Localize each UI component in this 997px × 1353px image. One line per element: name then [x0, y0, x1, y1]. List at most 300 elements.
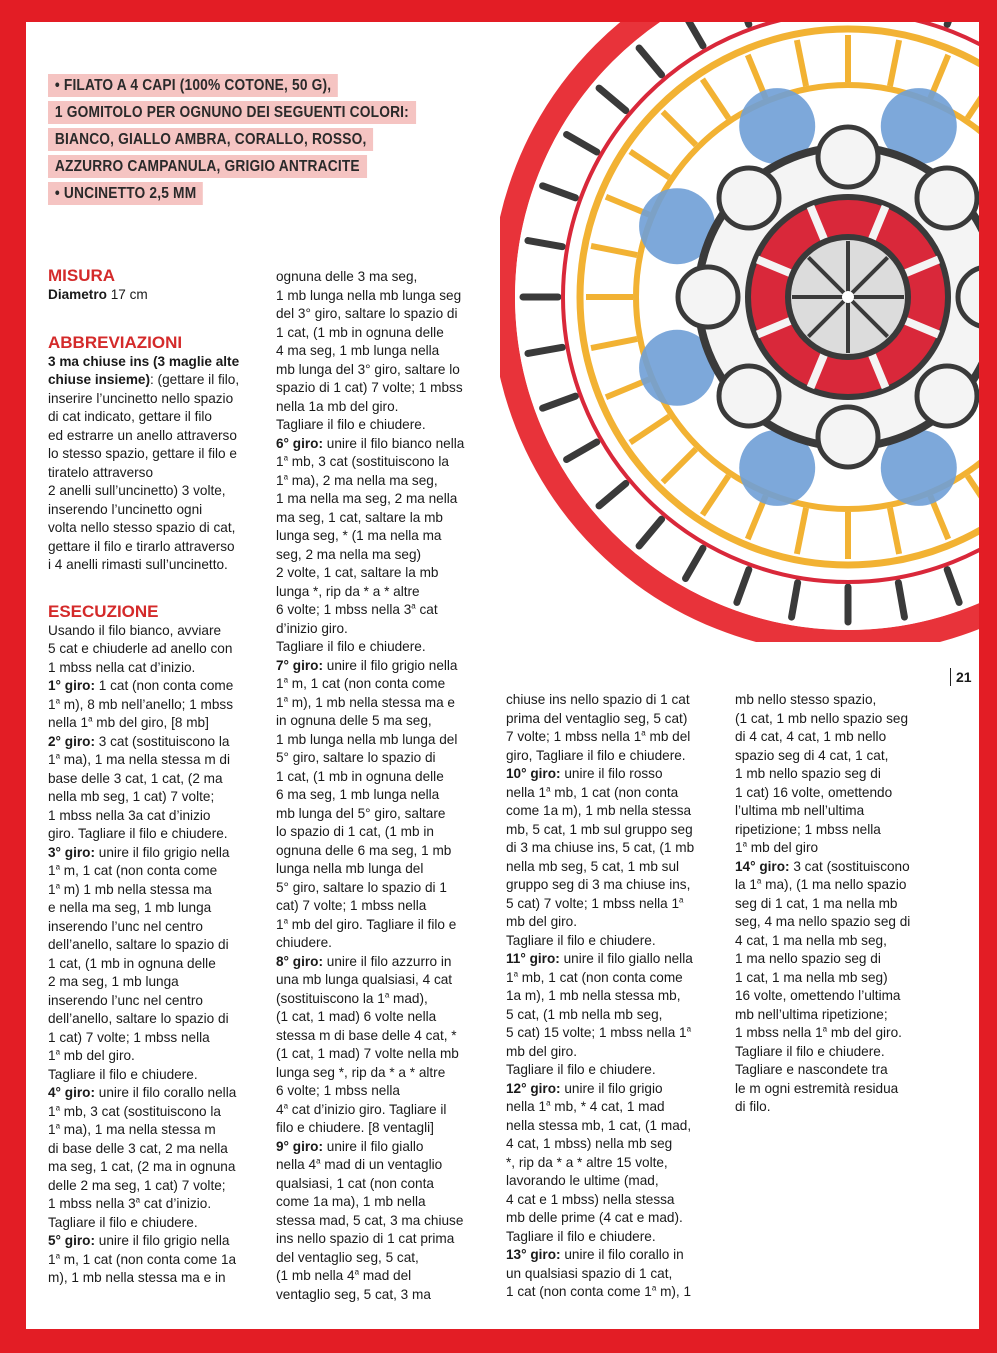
text-line	[48, 1066, 273, 1085]
text-line	[48, 1158, 273, 1177]
text-line	[276, 416, 501, 435]
text-segment: 6 ma seg, 1 mb lunga nella	[276, 787, 440, 802]
text-segment: mb lunga del 3° giro, saltare lo	[276, 361, 460, 377]
doily-petal	[719, 168, 779, 228]
text-segment: ognuna delle 3 ma seg,	[276, 269, 418, 284]
text-segment: unire il filo grigio nella	[322, 657, 458, 673]
text-segment: Tagliare il filo e chiudere.	[506, 932, 656, 948]
abbrev-line: inserendo l’uncinetto ogni	[48, 501, 203, 517]
text-segment: del 3° giro, saltare lo spazio di	[276, 306, 458, 321]
text-line	[735, 1043, 960, 1062]
text-line	[506, 950, 731, 969]
text-line	[276, 731, 501, 750]
text-line	[506, 969, 731, 988]
text-line	[506, 913, 731, 932]
doily-photo	[500, 22, 979, 642]
text-line	[48, 1177, 273, 1196]
text-line	[506, 1098, 731, 1117]
text-segment: mb nell’ultima ripetizione;	[735, 1006, 888, 1022]
text-segment: a	[55, 1102, 61, 1112]
text-segment: 1	[735, 840, 743, 855]
text-line	[48, 992, 273, 1011]
text-segment: a	[283, 915, 289, 925]
text-segment: 1	[48, 752, 56, 767]
text-line	[276, 564, 501, 583]
doily-center-hole	[842, 291, 854, 303]
text-segment: a	[513, 968, 519, 978]
text-segment: nella 1a mb del giro.	[276, 398, 399, 414]
text-line	[276, 1082, 501, 1101]
text-line	[276, 1286, 501, 1305]
text-segment: stessa mad, 5 cat, 3 ma chiuse	[276, 1212, 464, 1228]
text-segment: unire il filo rosso	[560, 766, 663, 781]
round-label: 12° giro:	[506, 1080, 561, 1096]
text-line	[48, 751, 273, 770]
text-segment: 7 volte; 1 mbss nella 1	[506, 729, 642, 744]
text-segment: a	[283, 1100, 289, 1110]
text-segment: a	[55, 751, 61, 761]
round-label: 6° giro:	[276, 435, 323, 451]
text-segment: a	[546, 1098, 551, 1108]
text-segment: come 1a ma), 1 mb nella	[276, 1194, 426, 1209]
column-4	[735, 691, 960, 1117]
text-segment: seg, 2 ma nella ma seg)	[276, 546, 422, 562]
abbreviazioni-text	[48, 390, 273, 575]
text-line	[276, 1267, 501, 1286]
text-line	[48, 733, 273, 752]
text-segment: 1	[276, 694, 284, 710]
text-segment: lavorando le ultime (mad,	[506, 1173, 659, 1188]
text-line	[276, 1119, 501, 1138]
text-segment: Tagliare e nascondete tra	[735, 1062, 888, 1077]
text-segment: mb del giro	[747, 840, 819, 855]
text-line	[506, 876, 731, 895]
text-segment: a	[283, 675, 289, 685]
column-4-text	[735, 691, 960, 1117]
text-segment: 1	[506, 969, 514, 985]
text-line	[735, 1098, 960, 1117]
text-segment: unire il filo bianco nella	[322, 435, 465, 451]
text-line	[735, 784, 960, 803]
text-segment: 1	[276, 916, 284, 932]
text-segment: 6 volte; 1 mbss nella 3	[276, 602, 412, 617]
text-segment: mb del giro.	[506, 914, 578, 929]
text-segment: ins nello spazio di 1 cat prima	[276, 1231, 455, 1246]
text-line	[276, 1008, 501, 1027]
text-segment: seg di 1 cat, 1 ma nella mb	[735, 895, 898, 911]
text-line	[735, 802, 960, 821]
text-line	[48, 1029, 273, 1048]
text-segment: mb, 3 cat (sostituiscono la	[60, 1103, 221, 1119]
esecuzione-heading: ESECUZIONE	[48, 601, 159, 621]
text-line	[506, 1006, 731, 1025]
text-line	[506, 765, 731, 784]
round-label: 13° giro:	[506, 1247, 561, 1262]
text-line	[276, 268, 501, 287]
text-line	[506, 1154, 731, 1173]
column-2-text	[276, 268, 501, 1304]
text-segment: 5 cat) 7 volte; 1 mbss nella 1	[506, 895, 680, 911]
text-line	[276, 287, 501, 306]
text-segment: a	[283, 453, 289, 463]
text-segment: lunga seg, * (1 ma nella ma	[276, 528, 442, 543]
text-segment: nella mb seg, 5 cat, 1 mb sul	[506, 858, 680, 874]
text-line	[48, 1214, 273, 1233]
text-segment: 1	[48, 1103, 56, 1119]
text-segment: m), 8 mb nell’anello; 1 mbss	[60, 696, 234, 712]
text-line	[48, 677, 273, 696]
text-segment: m, 1 cat (non conta come	[288, 676, 446, 691]
materials-line: AZZURRO CAMPANULA, GRIGIO ANTRACITE	[48, 155, 367, 178]
text-line	[276, 1175, 501, 1194]
materials-line: 1 GOMITOLO PER OGNUNO DEI SEGUENTI COLORI:	[48, 101, 416, 124]
text-segment: 1 cat, (1 mb in ognuna delle	[48, 955, 216, 971]
text-line	[276, 324, 501, 343]
text-segment: ripetizione; 1 mbss nella	[735, 821, 881, 837]
text-segment: a	[546, 783, 551, 793]
text-segment: m, 1 cat (non conta come 1a	[60, 1251, 237, 1267]
text-line	[735, 876, 960, 895]
text-line	[506, 1172, 731, 1191]
text-line	[276, 860, 501, 879]
text-line	[735, 1080, 960, 1099]
text-segment: 1	[48, 1251, 56, 1267]
misura-value: 17 cm	[106, 287, 148, 302]
text-line	[276, 453, 501, 472]
text-segment: lunga *, rip da * a * altre	[276, 583, 420, 599]
text-line	[276, 361, 501, 380]
text-line	[276, 379, 501, 398]
text-line	[506, 747, 731, 766]
text-segment: a	[135, 1195, 141, 1205]
text-segment: mb del	[645, 729, 691, 744]
text-segment: nella mb seg, 1 cat) 7 volte;	[48, 789, 215, 804]
page-frame-bottom	[0, 1329, 997, 1353]
text-segment: unire il filo grigio nella	[94, 844, 230, 860]
abbrev-line: ed estrarre un anello attraverso	[48, 427, 237, 443]
text-segment: 5 cat, (1 mb nella mb seg,	[506, 1006, 663, 1022]
text-line	[48, 788, 273, 807]
text-segment: filo e chiudere. [8 ventagli]	[276, 1120, 434, 1135]
text-segment: 1	[48, 863, 56, 878]
text-line	[506, 1135, 731, 1154]
text-segment: 1 mb lunga nella mb lunga seg	[276, 287, 462, 303]
text-segment: delle 2 ma seg, 1 cat) 7 volte;	[48, 1177, 226, 1193]
text-line	[506, 1209, 731, 1228]
text-segment: giro, Tagliare il filo e chiudere.	[506, 747, 686, 763]
doily-petal	[917, 168, 977, 228]
text-line	[276, 620, 501, 639]
text-segment: 1 cat, (1 mb in ognuna delle	[276, 324, 444, 340]
text-segment: mad del	[359, 1268, 412, 1283]
text-segment: mb del giro.	[827, 1025, 902, 1040]
text-line	[276, 509, 501, 528]
text-segment: a	[55, 1250, 61, 1260]
text-line	[48, 899, 273, 918]
text-line	[48, 862, 273, 881]
text-segment: nella 4	[276, 1157, 317, 1172]
text-line	[48, 1047, 273, 1066]
text-segment: m, 1 cat (non conta come	[60, 863, 218, 878]
text-segment: (1 cat, 1 mad) 7 volte nella mb	[276, 1046, 459, 1061]
text-line	[276, 546, 501, 565]
text-segment: 1	[48, 1122, 56, 1137]
text-line	[506, 821, 731, 840]
text-segment: unire il filo giallo nella	[559, 951, 693, 966]
text-segment: 1 cat) 7 volte; 1 mbss nella	[48, 1029, 210, 1045]
esecuzione-text	[48, 622, 273, 1288]
round-label: 2° giro:	[48, 733, 95, 749]
text-segment: ma seg, 1 cat, (2 ma in ognuna	[48, 1159, 236, 1174]
text-segment: *, rip da * a * altre 15 volte,	[506, 1154, 668, 1170]
text-line	[276, 1156, 501, 1175]
text-segment: m), 1 mb nella stessa ma e in	[48, 1270, 226, 1285]
text-segment: spazio seg di 4 cat, 1 cat,	[735, 747, 889, 763]
text-line	[276, 1045, 501, 1064]
text-segment: Tagliare il filo e chiudere.	[506, 1062, 656, 1077]
text-line	[506, 710, 731, 729]
text-segment: ognuna delle 6 ma seg, 1 mb	[276, 842, 452, 858]
text-segment: un qualsiasi spazio di 1 cat,	[506, 1265, 673, 1281]
text-segment: del ventaglio seg, 5 cat,	[276, 1249, 419, 1265]
round-label: 5° giro:	[48, 1233, 95, 1248]
text-segment: a	[822, 1024, 828, 1034]
text-segment: m), 1	[656, 1284, 692, 1299]
text-line	[506, 858, 731, 877]
text-segment: spazio di 1 cat) 7 volte; 1 mbss	[276, 380, 463, 395]
page-frame-right	[979, 0, 997, 1353]
text-line	[735, 1006, 960, 1025]
text-segment: Tagliare il filo e chiudere.	[506, 1228, 656, 1244]
text-segment: 1 cat (non conta come	[94, 678, 234, 693]
text-segment: 2 volte, 1 cat, saltare la mb	[276, 565, 439, 580]
text-line	[48, 1140, 273, 1159]
text-segment: una mb lunga qualsiasi, 4 cat	[276, 972, 453, 987]
text-segment: unire il filo grigio nella	[94, 1233, 230, 1248]
text-line	[276, 1027, 501, 1046]
text-segment: ma), 1 ma nella stessa m	[60, 1122, 216, 1137]
text-line	[276, 694, 501, 713]
text-segment: a	[55, 695, 61, 705]
text-segment: a	[742, 839, 748, 849]
text-segment: 1	[48, 696, 56, 712]
text-segment: giro. Tagliare il filo e chiudere.	[48, 826, 228, 841]
text-segment: Tagliare il filo e chiudere.	[276, 417, 426, 432]
text-line	[48, 770, 273, 789]
text-line	[735, 913, 960, 932]
text-line	[735, 895, 960, 914]
text-segment: 4	[276, 1101, 284, 1117]
text-line	[276, 1064, 501, 1083]
text-line	[276, 583, 501, 602]
abbrev-line: lo stesso spazio, gettare il filo e	[48, 446, 237, 461]
text-segment: ma), (1 ma nello spazio	[761, 877, 907, 892]
text-segment: 1 ma nella ma seg, 2 ma nella	[276, 491, 458, 506]
text-segment: l’ultima mb nell’ultima	[735, 803, 865, 818]
text-segment: d’inizio giro.	[276, 620, 348, 636]
text-line	[276, 435, 501, 454]
text-segment: 1 cat) 16 volte, omettendo	[735, 784, 893, 800]
text-line	[48, 1232, 273, 1251]
abbrev-line: i 4 anelli rimasti sull’uncinetto.	[48, 557, 228, 572]
text-segment: 1a m), 1 mb nella stessa mb,	[506, 988, 681, 1003]
abbrev-text: : (gettare il filo,	[150, 372, 240, 387]
text-segment: ma seg, 1 cat, saltare la mb	[276, 509, 443, 525]
misura-text	[48, 286, 273, 305]
text-segment: (1 cat, 1 mad) 6 volte nella	[276, 1009, 437, 1024]
text-line	[48, 659, 273, 678]
round-label: 7° giro:	[276, 657, 323, 673]
abbrev-bold-text: chiuse insieme)	[48, 372, 150, 387]
text-segment: a	[55, 1121, 61, 1131]
text-segment: chiuse ins nello spazio di 1 cat	[506, 692, 690, 707]
materials-line: BIANCO, GIALLO AMBRA, CORALLO, ROSSO,	[48, 128, 373, 151]
text-segment: lunga seg *, rip da * a * altre	[276, 1064, 446, 1080]
text-segment: mad),	[389, 990, 428, 1006]
text-line	[48, 1010, 273, 1029]
text-segment: a	[756, 876, 762, 886]
text-segment: lunga nella mb lunga del	[276, 861, 424, 876]
text-segment: mb del giro.	[60, 1048, 135, 1063]
text-segment: chiudere.	[276, 935, 332, 950]
text-segment: a	[354, 1267, 360, 1277]
text-line	[48, 714, 273, 733]
text-segment: Tagliare il filo e chiudere.	[276, 639, 426, 654]
text-line	[276, 916, 501, 935]
abbrev-line: tiratelo attraverso	[48, 464, 154, 480]
materials-list	[48, 74, 476, 209]
text-segment: unire il filo corallo in	[560, 1247, 684, 1262]
text-line	[276, 1212, 501, 1231]
text-segment: inserendo l’unc nel centro	[48, 992, 203, 1008]
text-line	[48, 696, 273, 715]
text-line	[506, 895, 731, 914]
text-segment: 1 mbss nella cat d’inizio.	[48, 659, 196, 675]
text-segment: Tagliare il filo e chiudere.	[735, 1043, 885, 1059]
doily-petal	[818, 407, 878, 467]
text-line	[506, 1246, 731, 1265]
text-segment: a	[384, 989, 390, 999]
text-segment: a	[55, 862, 61, 872]
text-line	[48, 936, 273, 955]
text-line	[735, 932, 960, 951]
text-segment: mb, * 4 cat, 1 mad	[550, 1099, 665, 1114]
text-line	[276, 527, 501, 546]
text-segment: 1 mbss nella 3a cat d’inizio	[48, 807, 211, 823]
text-segment: 3 cat (sostituiscono	[789, 858, 910, 874]
text-segment: 1 mbss nella 1	[735, 1025, 823, 1040]
text-line	[506, 987, 731, 1006]
text-line	[48, 1251, 273, 1270]
text-line	[506, 1043, 731, 1062]
text-segment: base delle 3 cat, 1 cat, (2 ma	[48, 770, 223, 786]
text-line	[276, 749, 501, 768]
text-segment: m) 1 mb nella stessa ma	[60, 881, 212, 897]
text-segment: ma), 2 ma nella ma seg,	[288, 472, 438, 488]
text-line	[506, 784, 731, 803]
text-line	[276, 398, 501, 417]
text-segment: 5 cat) 15 volte; 1 mbss nella 1	[506, 1025, 687, 1040]
text-segment: cat d’inizio giro. Tagliare il	[288, 1101, 447, 1117]
abbrev-line: inserire l’uncinetto nello spazio	[48, 390, 234, 406]
text-segment: Tagliare il filo e chiudere.	[48, 1214, 198, 1230]
text-segment: ma), 1 ma nella stessa m di	[60, 752, 230, 767]
text-line	[48, 807, 273, 826]
text-line	[735, 1024, 960, 1043]
abbrev-line: di cat indicato, gettare il filo	[48, 409, 212, 424]
text-line	[276, 879, 501, 898]
abbrev-line: volta nello stesso spazio di cat,	[48, 520, 236, 535]
text-line	[735, 1061, 960, 1080]
materials-line: • FILATO A 4 CAPI (100% COTONE, 50 G),	[48, 74, 338, 97]
text-segment: di 3 ma chiuse ins, 5 cat, (1 mb	[506, 840, 695, 855]
text-segment: a	[411, 601, 416, 611]
text-segment: mb del giro, [8 mb]	[92, 715, 209, 730]
text-segment: Tagliare il filo e chiudere.	[48, 1066, 198, 1082]
text-segment: m), 1 mb nella stessa ma e	[288, 694, 455, 710]
text-line	[48, 955, 273, 974]
text-line	[735, 728, 960, 747]
text-segment: 4 ma seg, 1 mb lunga nella	[276, 343, 440, 358]
text-line	[48, 1121, 273, 1140]
text-line	[506, 1061, 731, 1080]
round-label: 8° giro:	[276, 953, 323, 969]
materials-line: • UNCINETTO 2,5 MM	[48, 182, 203, 205]
text-segment: 1 mb lunga nella mb lunga del	[276, 731, 458, 747]
text-segment: 1 ma nello spazio seg di	[735, 951, 881, 966]
text-segment: mb, 3 cat (sostituiscono la	[288, 454, 449, 469]
text-line	[276, 897, 501, 916]
text-line	[735, 747, 960, 766]
doily-petal	[818, 127, 878, 187]
abbrev-line: gettare il filo e tirarlo attraverso	[48, 538, 235, 554]
text-segment: a	[316, 1156, 321, 1166]
text-segment: come 1a m), 1 mb nella stessa	[506, 803, 692, 818]
text-segment: a	[283, 693, 289, 703]
text-segment: a	[651, 1283, 657, 1293]
text-line	[506, 932, 731, 951]
text-segment: unire il filo corallo nella	[94, 1085, 237, 1100]
text-line	[506, 1265, 731, 1284]
text-segment: cat d’inizio.	[140, 1196, 212, 1211]
text-line	[48, 622, 273, 641]
text-segment: 1	[276, 676, 284, 691]
text-line	[276, 472, 501, 491]
text-segment: a	[679, 894, 684, 904]
text-line	[276, 490, 501, 509]
misura-label: Diametro	[48, 287, 107, 302]
text-segment: 4 cat, 1 ma nella mb seg,	[735, 932, 887, 948]
text-line	[48, 881, 273, 900]
text-line	[48, 640, 273, 659]
text-segment: 16 volte, omettendo l’ultima	[735, 988, 901, 1003]
text-line	[276, 675, 501, 694]
text-segment: 1 cat, (1 mb in ognuna delle	[276, 768, 444, 784]
text-segment: prima del ventaglio seg, 5 cat)	[506, 710, 688, 726]
abbrev-bold-line	[48, 371, 273, 390]
text-segment: unire il filo azzurro in	[322, 953, 452, 969]
text-line	[276, 601, 501, 620]
text-segment: 5 cat e chiuderle ad anello con	[48, 641, 233, 656]
text-segment: mb, 5 cat, 1 mb sul gruppo seg	[506, 821, 693, 837]
text-line	[48, 1195, 273, 1214]
text-segment: 1 mbss nella 3	[48, 1196, 136, 1211]
text-segment: 5° giro, saltare lo spazio di	[276, 750, 436, 765]
text-line	[276, 712, 501, 731]
column-2	[276, 268, 501, 1304]
text-segment: dell’anello, saltare lo spazio di	[48, 937, 229, 952]
text-line	[276, 342, 501, 361]
